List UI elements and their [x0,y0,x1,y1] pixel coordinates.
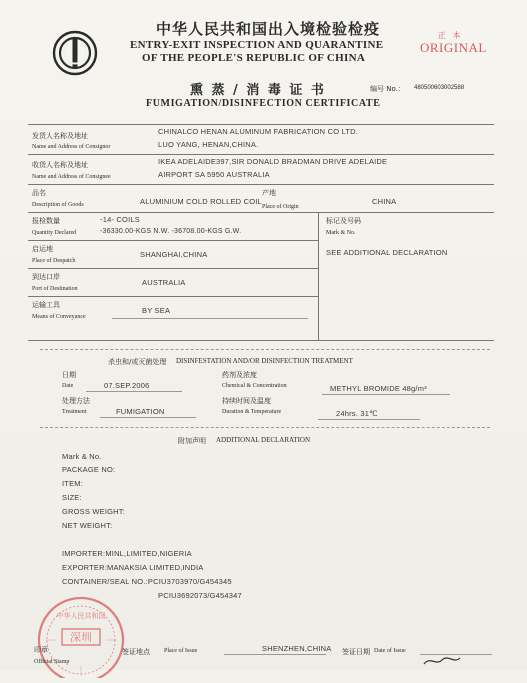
additional-line-3: SIZE: [62,493,82,502]
seal-city-text: 深圳 [70,631,92,644]
chem-value: METHYL BROMIDE 48g/m³ [330,384,427,393]
treatment-dash-top [40,349,490,350]
consignee-value-1: IKEA ADELAIDE397,SIR DONALD BRADMAN DRIVE ADELAIDE [158,157,388,166]
date-label-cn: 日期 [62,371,76,379]
rule-consignee [28,184,494,185]
original-stamp-cn: 正 本 [438,31,463,40]
seal-label-cn: 印章 [34,646,48,654]
rule-destination [28,296,318,297]
treatment-dash-bottom [40,427,490,428]
consignor-value-2: LUO YANG, HENAN,CHINA. [158,140,259,149]
consignor-label-en: Name and Address of Consignor [32,144,111,150]
quantity-value-2: -36330.00-KGS N.W. -36708.00-KGS G.W. [100,228,242,235]
destination-label-en: Port of Destination [32,286,78,292]
duration-label-cn: 持续时间及温度 [222,397,271,405]
rule-conveyance [28,340,494,341]
rule-goods [28,212,494,213]
treat-value: FUMIGATION [116,407,165,416]
duration-value: 24hrs. 31℃ [336,409,378,418]
header-en-title-1: ENTRY-EXIT INSPECTION AND QUARANTINE [130,39,384,51]
consignor-label-cn: 发货人名称及地址 [32,132,88,140]
issue-date-label-en: Date of Issue [374,648,406,654]
quantity-label-en: Quantity Declared [32,230,77,236]
chem-label-cn: 药剂及浓度 [222,371,257,379]
consignee-label-cn: 收货人名称及地址 [32,161,88,169]
signature-icon [420,654,470,668]
origin-value: CHINA [372,197,397,206]
seal-label-en: Official Stamp [34,659,70,665]
importer-line: IMPORTER:MINL,LIMITED,NIGERIA [62,549,192,558]
goods-label-cn: 品名 [32,189,46,197]
date-underline [86,391,182,392]
seal-ring-text: 中华人民共和国 [56,612,106,620]
rule-top [28,124,494,125]
quantity-value-1: -14- COILS [100,215,140,224]
conveyance-value: BY SEA [142,306,171,315]
additional-line-4: GROSS WEIGHT: [62,507,126,516]
destination-value: AUSTRALIA [142,278,186,287]
container-line-1: CONTAINER/SEAL NO.:PCIU3703970/G454345 [62,577,232,586]
chem-underline [322,394,450,395]
consignee-value-2: AIRPORT SA 5950 AUSTRALIA [158,170,270,179]
issue-place-label-en: Place of Issue [164,648,198,654]
issue-date-label-cn: 签证日期 [342,648,370,656]
treat-label-cn: 处理方法 [62,397,90,405]
conveyance-underline [112,318,308,319]
container-line-2: PCIU3692073/G454347 [158,591,242,600]
rule-marks-divider [318,212,319,340]
conveyance-label-cn: 运输工具 [32,301,60,309]
rule-despatch [28,268,318,269]
cert-title-en: FUMIGATION/DISINFECTION CERTIFICATE [146,98,381,109]
header-cn-title: 中华人民共和国出入境检验检疫 [156,20,381,38]
serial-label: 编号 No.： [370,85,405,93]
marks-label-en: Mark & No. [326,230,356,236]
treat-underline [100,417,196,418]
rule-quantity [28,240,318,241]
goods-value: ALUMINIUM COLD ROLLED COIL [140,197,262,206]
issue-place-value: SHENZHEN,CHINA [262,644,332,653]
additional-heading-en: ADDITIONAL DECLARATION [216,436,311,444]
marks-value: SEE ADDITIONAL DECLARATION [326,248,448,257]
treat-label-en: Treatment [62,409,87,415]
chem-label-en: Chemical & Concentration [222,383,287,389]
original-stamp-en: ORIGINAL [420,40,487,55]
marks-label-cn: 标记及号码 [326,217,361,225]
despatch-label-en: Place of Despatch [32,258,76,264]
additional-line-1: PACKAGE NO: [62,465,116,474]
duration-underline [318,419,420,420]
additional-line-0: Mark & No. [62,452,102,461]
origin-label-en: Place of Origin [262,204,299,210]
additional-line-5: NET WEIGHT: [62,521,113,530]
date-label-en: Date [62,383,74,389]
treatment-heading-en: DISINFESTATION AND/OR DISINFECTION TREATMENT [176,357,353,365]
header-en-title-2: OF THE PEOPLE'S REPUBLIC OF CHINA [142,52,366,64]
additional-line-2: ITEM: [62,479,83,488]
additional-heading-cn: 附加声明 [178,437,206,445]
treatment-heading-cn: 杀虫和/或灭菌处理 [108,358,167,366]
origin-label-cn: 产地 [262,189,276,197]
consignor-value-1: CHINALCO HENAN ALUMINUM FABRICATION CO LTD. [158,127,359,136]
ciq-logo-icon [52,30,98,76]
serial-value: 480500603002588 [414,85,465,91]
cert-title-cn: 熏 蒸 / 消 毒 证 书 [190,83,326,98]
date-value: 07.SEP.2006 [104,381,150,390]
conveyance-label-en: Means of Conveyance [32,314,86,320]
destination-label-cn: 到达口岸 [32,273,60,281]
duration-label-en: Duration & Temperature [222,409,282,415]
despatch-value: SHANGHAI,CHINA [140,250,208,259]
quantity-label-cn: 报检数量 [32,217,60,225]
consignee-label-en: Name and Address of Consignee [32,174,111,180]
rule-consignor [28,154,494,155]
exporter-line: EXPORTER:MANAKSIA LIMITED,INDIA [62,563,204,572]
despatch-label-cn: 启运地 [32,245,53,253]
goods-label-en: Description of Goods [32,202,84,208]
issue-place-label-cn: 签证地点 [122,648,150,656]
issue-place-underline [224,654,326,655]
